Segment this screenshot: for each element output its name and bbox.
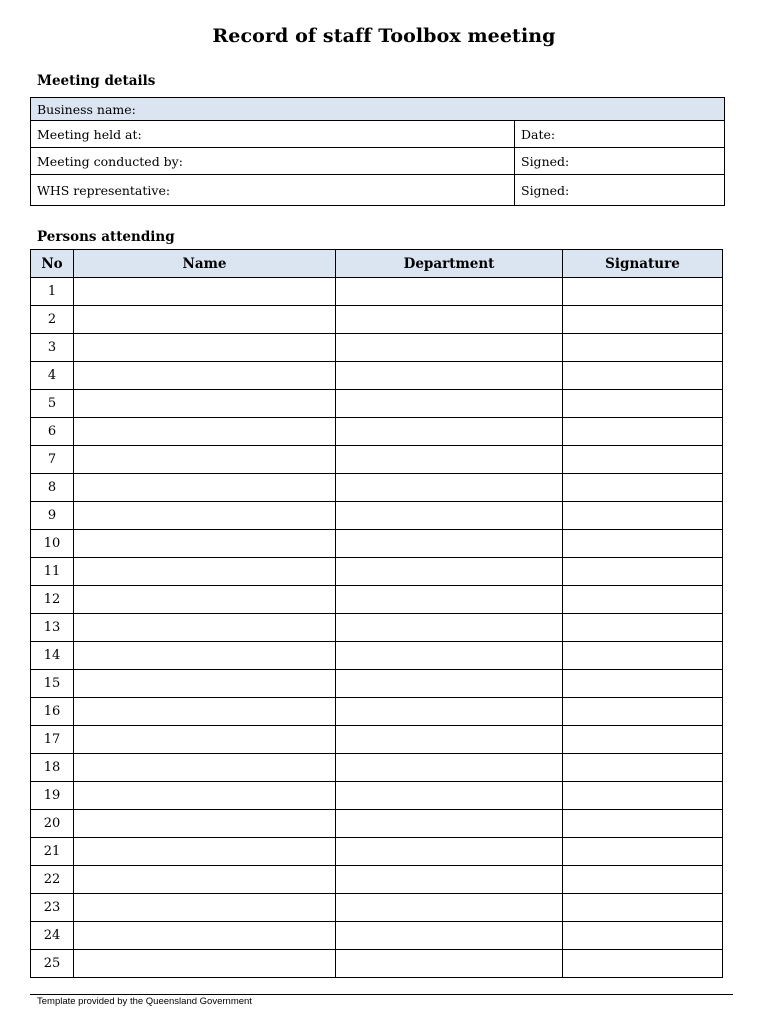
table-row <box>31 642 723 670</box>
signature-cell[interactable] <box>563 334 723 362</box>
department-cell[interactable] <box>336 278 563 306</box>
row-number: 12 <box>31 586 74 614</box>
row-number: 7 <box>31 446 74 474</box>
table-row <box>31 670 723 698</box>
signature-cell[interactable] <box>563 586 723 614</box>
column-header-signature: Signature <box>563 250 723 278</box>
name-cell[interactable] <box>74 446 336 474</box>
table-row <box>31 334 723 362</box>
meeting-held-at-field[interactable]: Meeting held at: <box>31 121 515 148</box>
date-field[interactable]: Date: <box>515 121 725 148</box>
department-cell[interactable] <box>336 334 563 362</box>
row-number: 5 <box>31 390 74 418</box>
department-cell[interactable] <box>336 530 563 558</box>
signature-cell[interactable] <box>563 306 723 334</box>
name-cell[interactable] <box>74 726 336 754</box>
row-number: 3 <box>31 334 74 362</box>
name-cell[interactable] <box>74 810 336 838</box>
meeting-details-table <box>30 97 725 206</box>
business-name-row <box>31 98 725 121</box>
row-number: 15 <box>31 670 74 698</box>
table-row <box>31 866 723 894</box>
table-row <box>31 950 723 978</box>
row-number: 17 <box>31 726 74 754</box>
name-cell[interactable] <box>74 586 336 614</box>
table-row <box>31 698 723 726</box>
table-row <box>31 894 723 922</box>
row-number: 6 <box>31 418 74 446</box>
whs-representative-row <box>31 175 725 206</box>
name-cell[interactable] <box>74 838 336 866</box>
signature-cell[interactable] <box>563 754 723 782</box>
row-number: 4 <box>31 362 74 390</box>
department-cell[interactable] <box>336 698 563 726</box>
table-row <box>31 390 723 418</box>
department-cell[interactable] <box>336 670 563 698</box>
row-number: 16 <box>31 698 74 726</box>
name-cell[interactable] <box>74 334 336 362</box>
meeting-held-row <box>31 121 725 148</box>
table-row <box>31 278 723 306</box>
meeting-conducted-by-field[interactable]: Meeting conducted by: <box>31 148 515 175</box>
signature-cell[interactable] <box>563 558 723 586</box>
signature-cell[interactable] <box>563 530 723 558</box>
table-row <box>31 558 723 586</box>
name-cell[interactable] <box>74 614 336 642</box>
persons-attending-heading: Persons attending <box>37 229 175 245</box>
signature-cell[interactable] <box>563 726 723 754</box>
department-cell[interactable] <box>336 502 563 530</box>
department-cell[interactable] <box>336 474 563 502</box>
department-cell[interactable] <box>336 894 563 922</box>
signature-cell[interactable] <box>563 642 723 670</box>
column-header-name: Name <box>74 250 336 278</box>
signature-cell[interactable] <box>563 418 723 446</box>
row-number: 14 <box>31 642 74 670</box>
table-row <box>31 418 723 446</box>
department-cell[interactable] <box>336 306 563 334</box>
row-number: 23 <box>31 894 74 922</box>
name-cell[interactable] <box>74 782 336 810</box>
row-number: 24 <box>31 922 74 950</box>
persons-header-row <box>31 250 723 278</box>
row-number: 1 <box>31 278 74 306</box>
name-cell[interactable] <box>74 278 336 306</box>
row-number: 25 <box>31 950 74 978</box>
name-cell[interactable] <box>74 362 336 390</box>
name-cell[interactable] <box>74 894 336 922</box>
row-number: 9 <box>31 502 74 530</box>
signature-cell[interactable] <box>563 670 723 698</box>
department-cell[interactable] <box>336 726 563 754</box>
signature-cell[interactable] <box>563 782 723 810</box>
table-row <box>31 810 723 838</box>
table-row <box>31 474 723 502</box>
table-row <box>31 446 723 474</box>
department-cell[interactable] <box>336 362 563 390</box>
department-cell[interactable] <box>336 922 563 950</box>
signature-cell[interactable] <box>563 922 723 950</box>
table-row <box>31 614 723 642</box>
department-cell[interactable] <box>336 558 563 586</box>
name-cell[interactable] <box>74 418 336 446</box>
table-row <box>31 726 723 754</box>
whs-representative-field[interactable]: WHS representative: <box>31 175 515 206</box>
department-cell[interactable] <box>336 418 563 446</box>
signature-cell[interactable] <box>563 502 723 530</box>
signature-cell[interactable] <box>563 614 723 642</box>
persons-attending-table <box>30 249 723 978</box>
row-number: 10 <box>31 530 74 558</box>
meeting-details-heading: Meeting details <box>37 73 156 89</box>
row-number: 21 <box>31 838 74 866</box>
persons-table-body <box>31 278 723 978</box>
business-name-field[interactable]: Business name: <box>31 98 725 121</box>
row-number: 22 <box>31 866 74 894</box>
table-row <box>31 530 723 558</box>
name-cell[interactable] <box>74 642 336 670</box>
name-cell[interactable] <box>74 754 336 782</box>
department-cell[interactable] <box>336 782 563 810</box>
name-cell[interactable] <box>74 670 336 698</box>
department-cell[interactable] <box>336 390 563 418</box>
department-cell[interactable] <box>336 586 563 614</box>
signature-cell[interactable] <box>563 390 723 418</box>
table-row <box>31 502 723 530</box>
signature-cell[interactable] <box>563 474 723 502</box>
department-cell[interactable] <box>336 642 563 670</box>
name-cell[interactable] <box>74 558 336 586</box>
signed-field-1[interactable]: Signed: <box>515 148 725 175</box>
signature-cell[interactable] <box>563 950 723 978</box>
name-cell[interactable] <box>74 698 336 726</box>
row-number: 13 <box>31 614 74 642</box>
name-cell[interactable] <box>74 866 336 894</box>
department-cell[interactable] <box>336 866 563 894</box>
signature-cell[interactable] <box>563 838 723 866</box>
table-row <box>31 838 723 866</box>
department-cell[interactable] <box>336 754 563 782</box>
name-cell[interactable] <box>74 922 336 950</box>
department-cell[interactable] <box>336 446 563 474</box>
page-title: Record of staff Toolbox meeting <box>212 25 556 47</box>
row-number: 20 <box>31 810 74 838</box>
meeting-conducted-row <box>31 148 725 175</box>
name-cell[interactable] <box>74 306 336 334</box>
table-row <box>31 362 723 390</box>
column-header-department: Department <box>336 250 563 278</box>
signature-cell[interactable] <box>563 362 723 390</box>
row-number: 19 <box>31 782 74 810</box>
name-cell[interactable] <box>74 474 336 502</box>
department-cell[interactable] <box>336 950 563 978</box>
name-cell[interactable] <box>74 530 336 558</box>
department-cell[interactable] <box>336 838 563 866</box>
row-number: 8 <box>31 474 74 502</box>
footer-credit: Template provided by the Queensland Government <box>37 996 252 1007</box>
department-cell[interactable] <box>336 810 563 838</box>
row-number: 18 <box>31 754 74 782</box>
signature-cell[interactable] <box>563 446 723 474</box>
table-row <box>31 782 723 810</box>
table-row <box>31 586 723 614</box>
signed-field-2[interactable]: Signed: <box>515 175 725 206</box>
department-cell[interactable] <box>336 614 563 642</box>
signature-cell[interactable] <box>563 698 723 726</box>
table-row <box>31 306 723 334</box>
signature-cell[interactable] <box>563 894 723 922</box>
row-number: 2 <box>31 306 74 334</box>
signature-cell[interactable] <box>563 278 723 306</box>
name-cell[interactable] <box>74 502 336 530</box>
table-row <box>31 754 723 782</box>
signature-cell[interactable] <box>563 866 723 894</box>
name-cell[interactable] <box>74 950 336 978</box>
signature-cell[interactable] <box>563 810 723 838</box>
table-row <box>31 922 723 950</box>
column-header-no: No <box>31 250 74 278</box>
name-cell[interactable] <box>74 390 336 418</box>
footer-divider <box>30 994 733 995</box>
row-number: 11 <box>31 558 74 586</box>
